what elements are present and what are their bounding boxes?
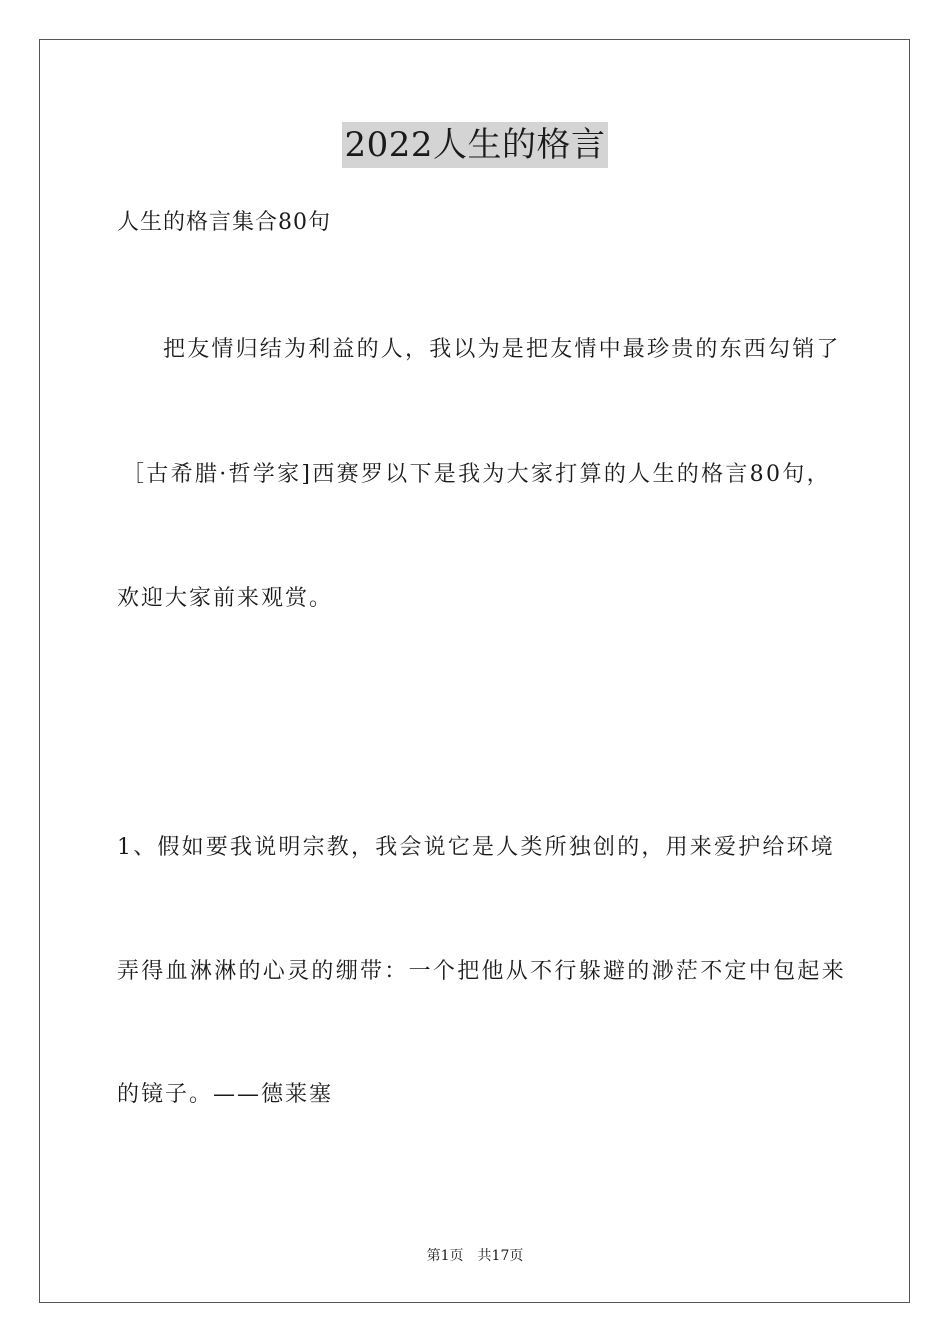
page-footer: [0, 1247, 950, 1265]
title-container: [0, 122, 950, 168]
paragraph-line: 1、假如要我说明宗教，我会说它是人类所独创的，用来爱护给环境: [117, 835, 835, 860]
page-number-total: 共17页: [477, 1248, 524, 1264]
page-number-current: 第1页: [426, 1248, 464, 1264]
paragraph-line: 的镜子。——德莱塞: [117, 1082, 334, 1107]
paragraph-line: 把友情归结为利益的人，我以为是把友情中最珍贵的东西勾销了: [163, 337, 841, 362]
paragraph-line: 欢迎大家前来观赏。: [117, 586, 334, 611]
paragraph-line: ［古希腊·哲学家]西赛罗以下是我为大家打算的人生的格言80句，: [122, 462, 831, 487]
paragraph-line: 弄得血淋淋的心灵的绷带：一个把他从不行躲避的渺茫不定中包起来: [117, 959, 847, 984]
document-subtitle: 人生的格言集合80句: [117, 210, 331, 235]
document-title: 2022人生的格言: [342, 122, 607, 168]
